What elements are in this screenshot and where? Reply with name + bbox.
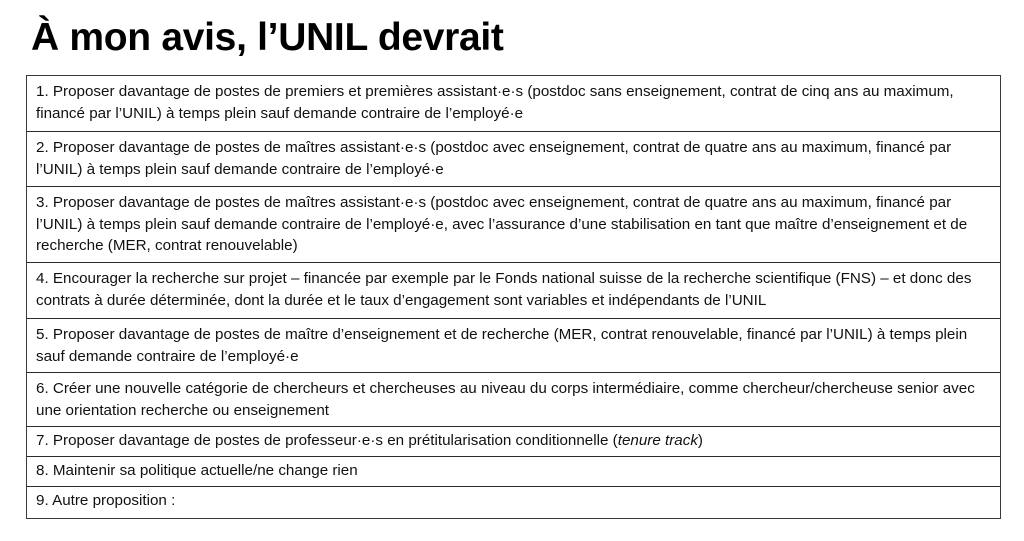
option-text: Proposer davantage de postes de premiers et premières assistant·e·s (postdoc sans enseignement, contrat de cinq ans au maximum, financé par l’UNIL) à temps plein sauf demande contraire de l’employé·e — [36, 83, 954, 122]
option-row — [27, 372, 1000, 426]
option-text: Proposer davantage de postes de maître d’enseignement et de recherche (MER, contrat renouvelable, financé par l’UNIL) à temps plein sauf demande contraire de l’employé·e — [36, 326, 968, 365]
option-number: 7. — [36, 432, 49, 449]
option-text: Maintenir sa politique actuelle/ne change rien — [52, 462, 358, 479]
option-number: 1. — [36, 83, 49, 100]
option-number: 8. — [36, 462, 49, 479]
options-table — [26, 75, 1001, 519]
option-number: 4. — [36, 270, 49, 287]
option-number: 3. — [36, 194, 49, 211]
option-text: Autre proposition : — [52, 492, 176, 509]
option-row — [27, 262, 1000, 318]
option-row — [27, 486, 1000, 518]
option-text: Créer une nouvelle catégorie de chercheurs et chercheuses au niveau du corps intermédiaire, comme chercheur/chercheuse senior avec une orientation recherche ou enseignement — [36, 380, 975, 419]
option-number: 2. — [36, 139, 49, 156]
option-text: Proposer davantage de postes de professeur·e·s en prétitularisation conditionnelle ( — [52, 432, 618, 449]
option-row — [27, 186, 1000, 262]
option-text: Proposer davantage de postes de maîtres assistant·e·s (postdoc avec enseignement, contrat de quatre ans au maximum, financé par l’UNIL) à temps plein sauf demande contraire de l’employé·e, avec l’assurance d’une stabilisation en tant que maître d’enseignement et de recherche (MER, contrat renouvelable) — [36, 194, 968, 254]
option-text: Encourager la recherche sur projet – financée par exemple par le Fonds national suisse de la recherche scientifique (FNS) – et donc des contrats à durée déterminée, dont la durée et le taux d’engagement sont variables et indépendants de l’UNIL — [36, 270, 972, 309]
page-title: À mon avis, l’UNIL devrait — [31, 16, 504, 59]
option-number: 5. — [36, 326, 49, 343]
option-text-after: ) — [697, 432, 703, 449]
option-row — [27, 76, 1000, 131]
option-row — [27, 318, 1000, 372]
option-number: 9. — [36, 492, 49, 509]
option-text-italic: tenure track — [617, 432, 698, 449]
option-text: Proposer davantage de postes de maîtres assistant·e·s (postdoc avec enseignement, contrat de quatre ans au maximum, financé par l’UNIL) à temps plein sauf demande contraire de l’employé·e — [36, 139, 952, 178]
option-row — [27, 456, 1000, 486]
option-number: 6. — [36, 380, 49, 397]
option-row — [27, 131, 1000, 186]
option-row — [27, 426, 1000, 456]
